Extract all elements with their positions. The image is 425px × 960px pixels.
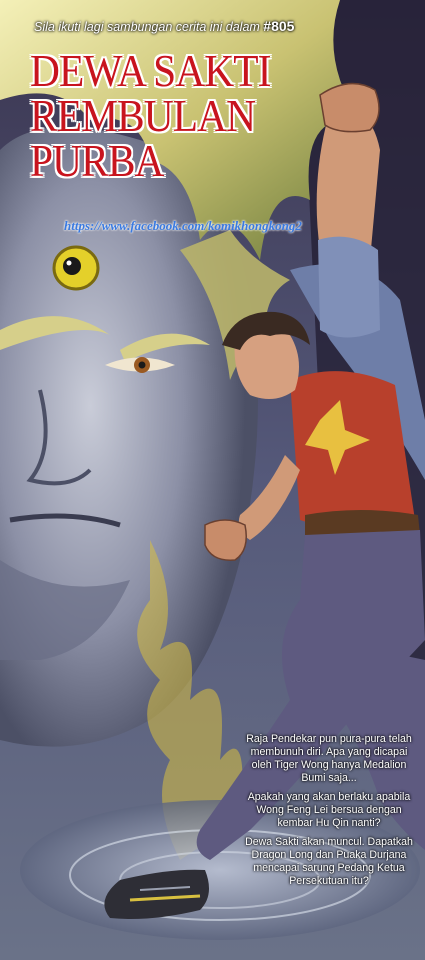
synopsis-paragraph-2: Apakah yang akan berlaku apabila Wong Feng Lei bersua dengan kembar Hu Qin nanti? (247, 791, 411, 829)
facebook-url: https://www.facebook.com/komikhongkong2 (64, 218, 302, 233)
hero-shirt (290, 371, 415, 530)
hero-sleeve (318, 237, 380, 338)
forehead-gem-core (63, 257, 81, 275)
promo-text: Sila ikuti lagi sambungan cerita ini dalam (34, 20, 260, 34)
hero-fist-lower (205, 520, 246, 560)
synopsis-paragraph-1: Raja Pendekar pun pura-pura telah membunuh diri. Apa yang dicapai oleh Tiger Wong hanya Medalion Bumi saja... (246, 733, 412, 784)
title-line-3: PURBA (30, 135, 164, 186)
series-title (30, 45, 271, 186)
hero-fist-raised (320, 84, 379, 132)
next-issue-promo (34, 18, 424, 34)
title-line-2: REMBULAN (30, 90, 256, 141)
synopsis-text (240, 733, 418, 894)
title-line-1: DEWA SAKTI (30, 45, 271, 96)
issue-number: #805 (263, 18, 295, 34)
synopsis-paragraph-3: Dewa Sakti akan muncul. Dapatkah Dragon Long dan Puaka Durjana mencapai sarung Pedang Ketua Persekutuan itu? (245, 836, 413, 887)
